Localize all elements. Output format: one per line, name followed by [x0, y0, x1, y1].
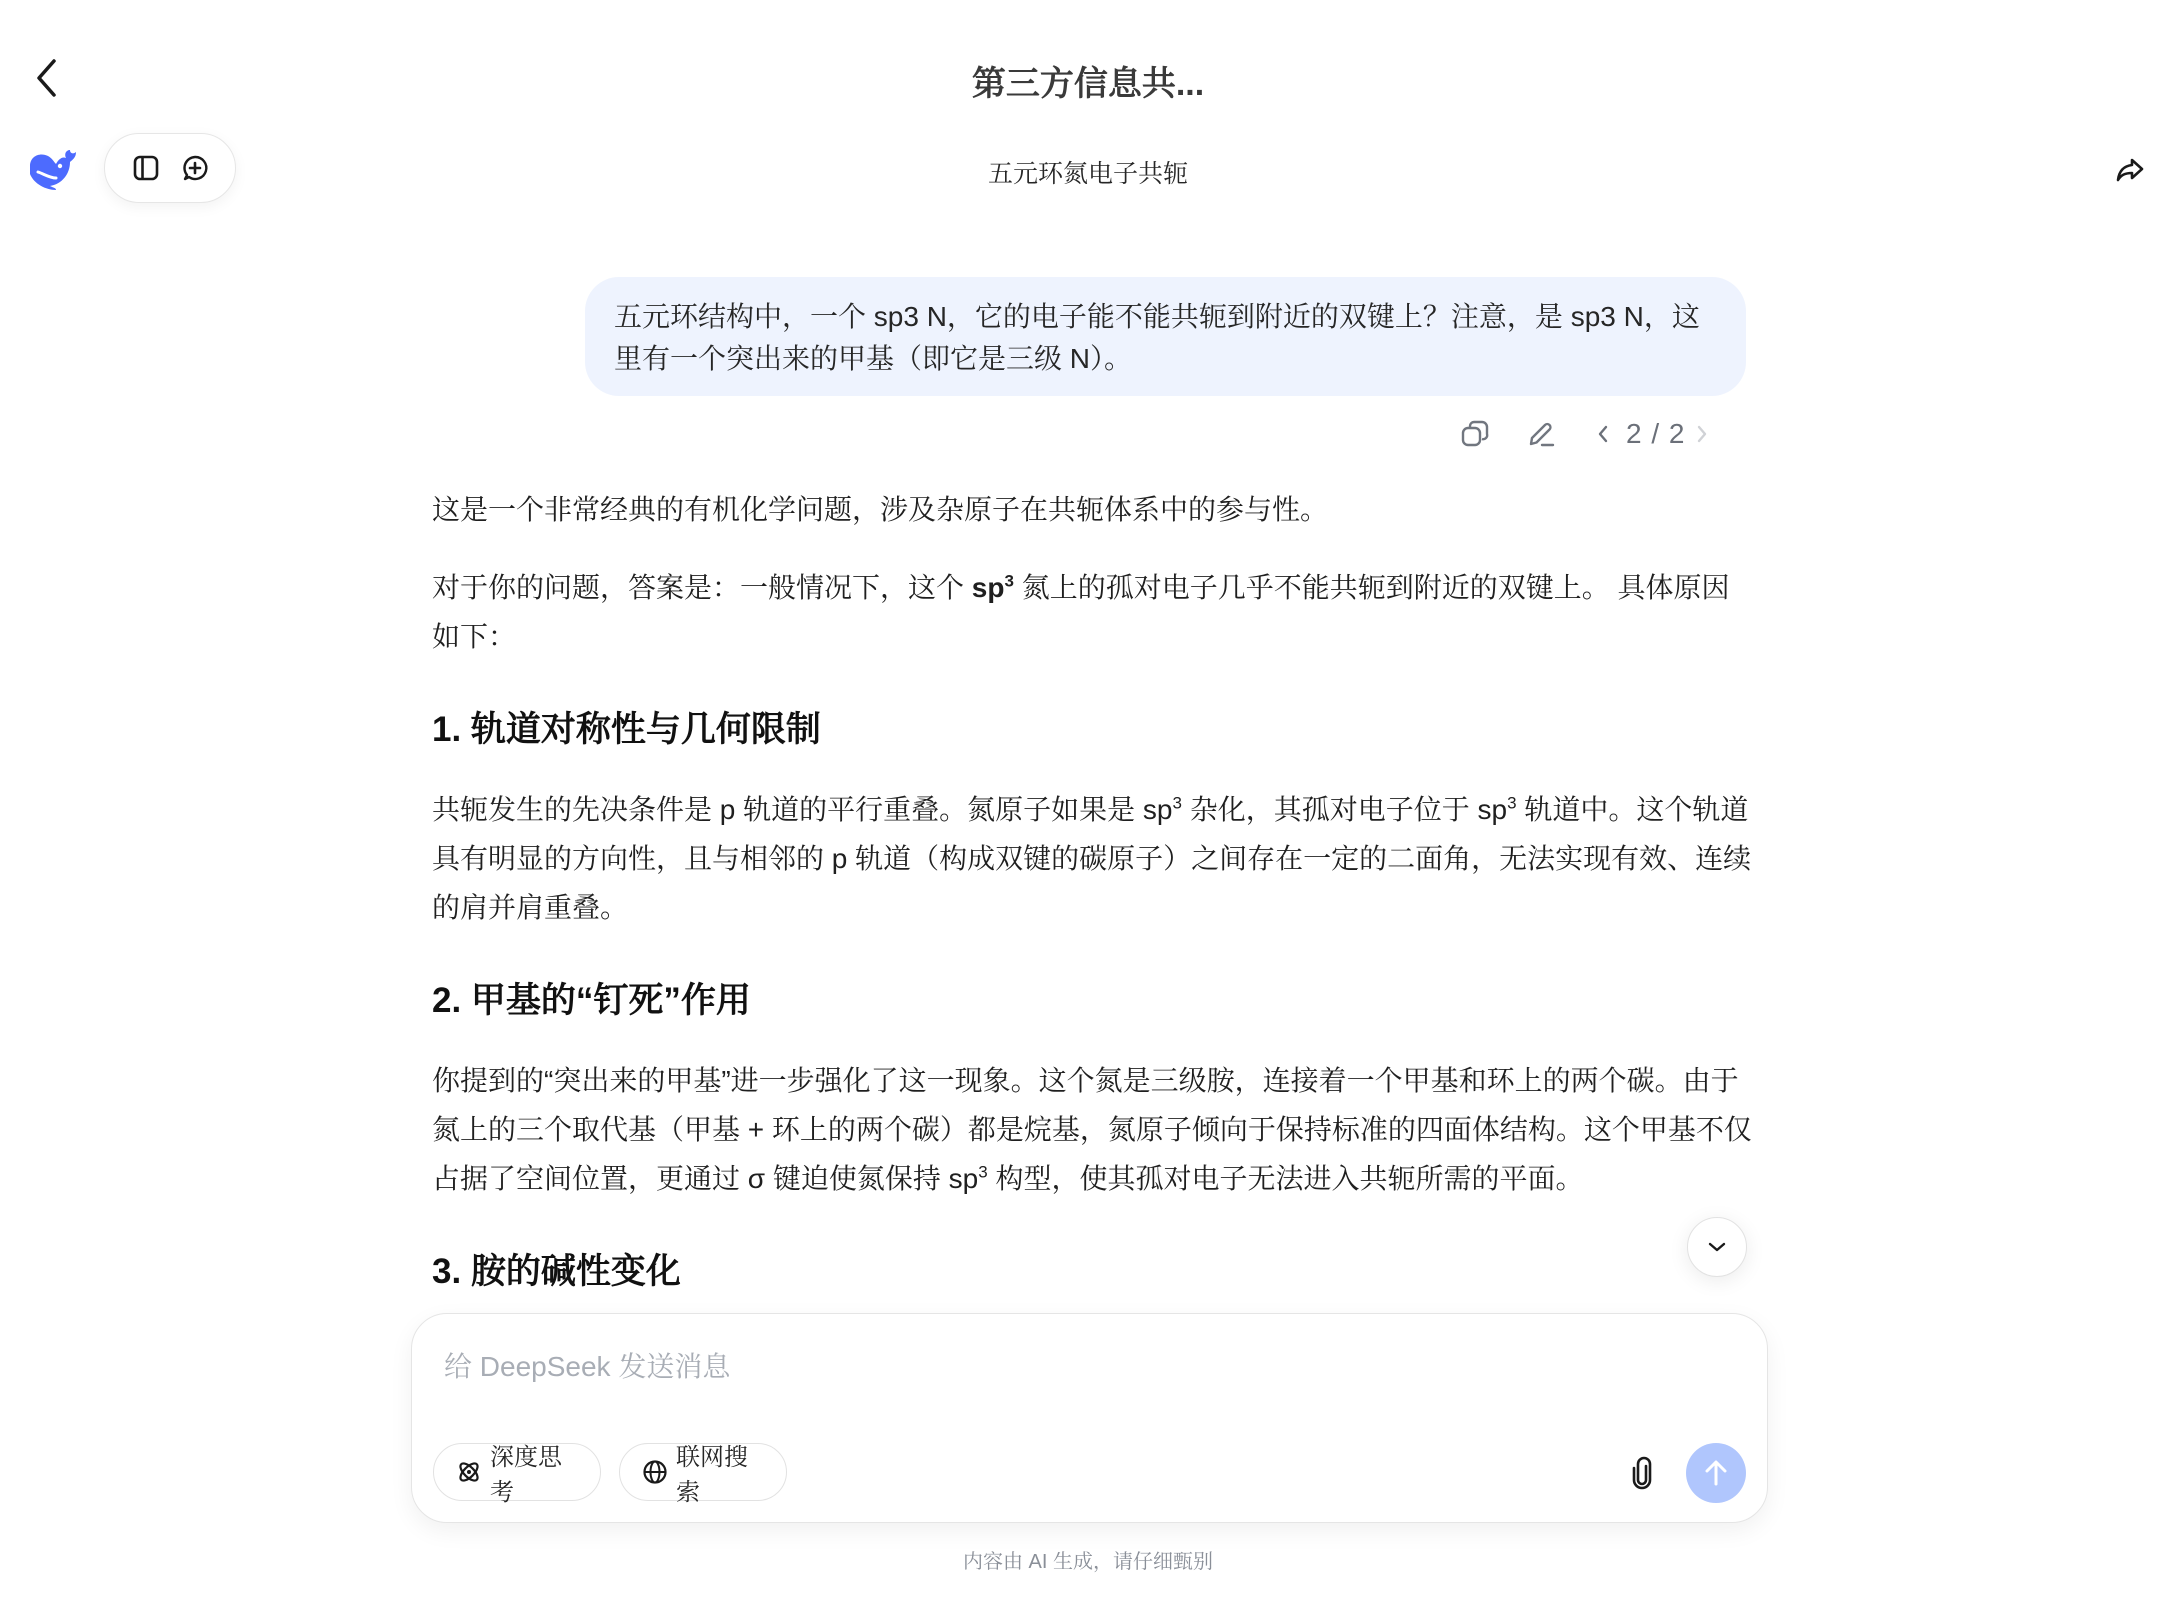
body-text: 你提到的“突出来的甲基”进一步强化了这一现象。这个氮是三级胺，连接着一个甲基和环上的两个碳。由于氮上的三个取代基（甲基 + 环上的两个碳）都是烷基，氮原子倾向于保持标准的四面体结构。这个甲基不仅占据了空间位置，更通过 σ 键迫使氮保持 sp [432, 1065, 1752, 1194]
ai-disclaimer: 内容由 AI 生成，请仔细甄别 [962, 1551, 1213, 1573]
body-text: 共轭发生的先决条件是 p 轨道的平行重叠。氮原子如果是 sp [432, 794, 1173, 825]
superscript: 3 [1507, 793, 1517, 813]
summary-text: 氮上的孤对电子几乎不能共轭到附近的双键上。 具体原因如下： [432, 572, 1730, 652]
attach-file-button[interactable] [1622, 1453, 1662, 1493]
section-body [432, 1056, 1752, 1203]
web-search-label: 联网搜索 [676, 1444, 748, 1506]
arrow-up-icon [1702, 1458, 1730, 1488]
section-body [432, 785, 1752, 932]
body-text: 构型，使其孤对电子无法进入共轭所需的平面。 [987, 1163, 1584, 1194]
bold-sp: sp [971, 572, 1005, 603]
section-heading: 3. 胺的碱性变化 [432, 1252, 681, 1291]
page-title: 第三方信息共... [971, 65, 1205, 103]
summary-bold [972, 572, 1014, 603]
atom-icon [456, 1459, 482, 1485]
deep-think-toggle[interactable] [433, 1443, 601, 1506]
superscript: 3 [1172, 793, 1182, 813]
paperclip-icon [1630, 1456, 1654, 1490]
answer-summary [432, 563, 1752, 661]
body-text: 杂化，其孤对电子位于 sp [1181, 794, 1508, 825]
superscript: 3 [1004, 571, 1014, 591]
send-button[interactable] [1686, 1443, 1746, 1503]
assistant-answer [432, 485, 1752, 1318]
globe-icon [642, 1459, 668, 1485]
message-input[interactable] [444, 1342, 1724, 1392]
summary-text: 对于你的问题，答案是：一般情况下，这个 [432, 572, 972, 603]
message-composer [411, 1313, 1768, 1523]
version-pager: 2 / 2 [1626, 418, 1686, 449]
chevron-down-icon [1706, 1240, 1728, 1254]
section-heading: 1. 轨道对称性与几何限制 [432, 710, 821, 749]
web-search-toggle[interactable] [619, 1443, 787, 1506]
user-message-text: 五元环结构中，一个 sp3 N，它的电子能不能共轭到附近的双键上？注意，是 sp3 N，这里有一个突出来的甲基（即它是三级 N）。 [614, 301, 1700, 374]
body-text: 轨道中。这个轨道具有明显的方向性，且与相邻的 p 轨道（构成双键的碳原子）之间存在一定的二面角，无法实现有效、连续的肩并肩重叠。 [432, 794, 1752, 923]
answer-intro: 这是一个非常经典的有机化学问题，涉及杂原子在共轭体系中的参与性。 [432, 494, 1329, 525]
scroll-to-bottom-button[interactable] [1687, 1217, 1747, 1277]
deep-think-label: 深度思考 [490, 1444, 562, 1506]
section-heading: 2. 甲基的“钉死”作用 [432, 981, 751, 1020]
superscript: 3 [978, 1162, 988, 1182]
conversation-title: 五元环氮电子共轭 [987, 160, 1188, 188]
